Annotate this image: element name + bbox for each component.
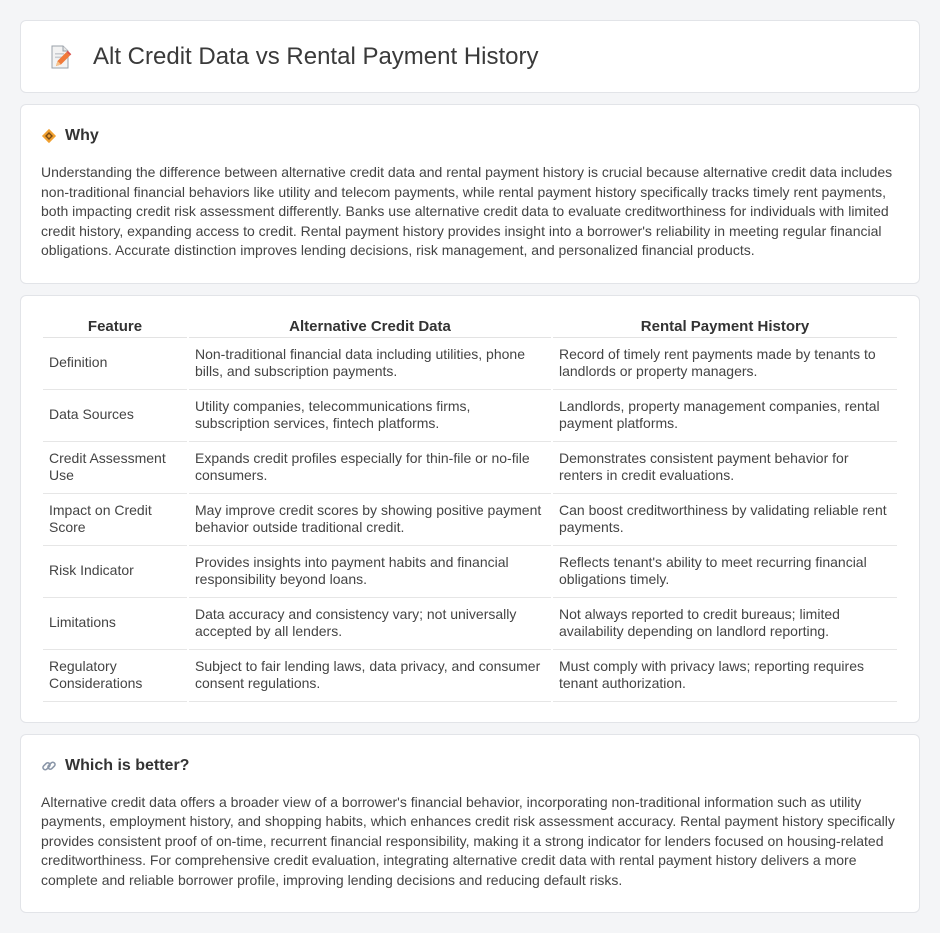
feature-cell: Risk Indicator — [43, 546, 187, 598]
alt-credit-cell: Subject to fair lending laws, data privacy, and consumer consent regulations. — [189, 650, 551, 702]
table-row — [43, 338, 897, 390]
table-row — [43, 650, 897, 702]
which-is-better-section — [20, 734, 920, 914]
why-heading — [41, 127, 899, 145]
alt-credit-cell: May improve credit scores by showing positive payment behavior outside traditional credit. — [189, 494, 551, 546]
rental-history-cell: Reflects tenant's ability to meet recurring financial obligations timely. — [553, 546, 897, 598]
table-row — [43, 546, 897, 598]
which-is-better-label: Which is better? — [65, 756, 190, 774]
feature-cell: Limitations — [43, 598, 187, 650]
feature-cell: Impact on Credit Score — [43, 494, 187, 546]
table-row — [43, 390, 897, 442]
why-section — [20, 104, 920, 284]
rental-history-cell: Can boost creditworthiness by validating reliable rent payments. — [553, 494, 897, 546]
alt-credit-cell: Provides insights into payment habits and financial responsibility beyond loans. — [189, 546, 551, 598]
comparison-table — [41, 314, 899, 702]
feature-cell: Regulatory Considerations — [43, 650, 187, 702]
header-rental-payment-history: Rental Payment History — [553, 314, 897, 338]
rental-history-cell: Demonstrates consistent payment behavior for renters in credit evaluations. — [553, 442, 897, 494]
rental-history-cell: Not always reported to credit bureaus; limited availability depending on landlord reporting. — [553, 598, 897, 650]
link-icon — [41, 758, 57, 774]
diamond-sign-icon — [41, 128, 57, 144]
header-feature: Feature — [43, 314, 187, 338]
alt-credit-cell: Non-traditional financial data including utilities, phone bills, and subscription payments. — [189, 338, 551, 390]
why-text: Understanding the difference between alternative credit data and rental payment history is crucial because alternative credit data includes non-traditional financial behaviors like utility and telecom payments, while rental payment history specifically tracks timely rent payments, both impacting credit risk assessment differently. Banks use alternative credit data to evaluate creditworthiness for individuals with limited credit history, expanding access to credit. Rental payment history provides insight into a borrower's reliability in meeting regular financial obligations. Accurate distinction improves lending decisions, risk management, and personalized financial products. — [41, 164, 893, 258]
header-alternative-credit-data: Alternative Credit Data — [189, 314, 551, 338]
alt-credit-cell: Data accuracy and consistency vary; not universally accepted by all lenders. — [189, 598, 551, 650]
page-title: Alt Credit Data vs Rental Payment History — [93, 42, 539, 70]
table-row — [43, 442, 897, 494]
feature-cell: Definition — [43, 338, 187, 390]
pencil-document-icon — [47, 44, 73, 70]
alt-credit-cell: Utility companies, telecommunications firms, subscription services, fintech platforms. — [189, 390, 551, 442]
which-is-better-heading — [41, 757, 899, 775]
why-heading-label: Why — [65, 127, 99, 144]
title-card — [20, 20, 920, 93]
table-header-row — [43, 314, 897, 338]
rental-history-cell: Record of timely rent payments made by tenants to landlords or property managers. — [553, 338, 897, 390]
rental-history-cell: Must comply with privacy laws; reporting requires tenant authorization. — [553, 650, 897, 702]
comparison-table-card — [20, 295, 920, 723]
rental-history-cell: Landlords, property management companies, rental payment platforms. — [553, 390, 897, 442]
alt-credit-cell: Expands credit profiles especially for thin-file or no-file consumers. — [189, 442, 551, 494]
feature-cell: Data Sources — [43, 390, 187, 442]
table-row — [43, 494, 897, 546]
which-is-better-text: Alternative credit data offers a broader view of a borrower's financial behavior, incorporating non-traditional information such as utility payments, employment history, and shopping habits, which enhances credit risk assessment accuracy. Rental payment history specifically provides consistent proof of on-time, recurrent financial responsibility, making it a strong indicator for lenders focused on housing-related creditworthiness. For comprehensive credit evaluation, integrating alternative credit data with rental payment history delivers a more complete and reliable borrower profile, improving lending decisions and reducing default risks. — [41, 793, 895, 888]
table-row — [43, 598, 897, 650]
feature-cell: Credit Assessment Use — [43, 442, 187, 494]
